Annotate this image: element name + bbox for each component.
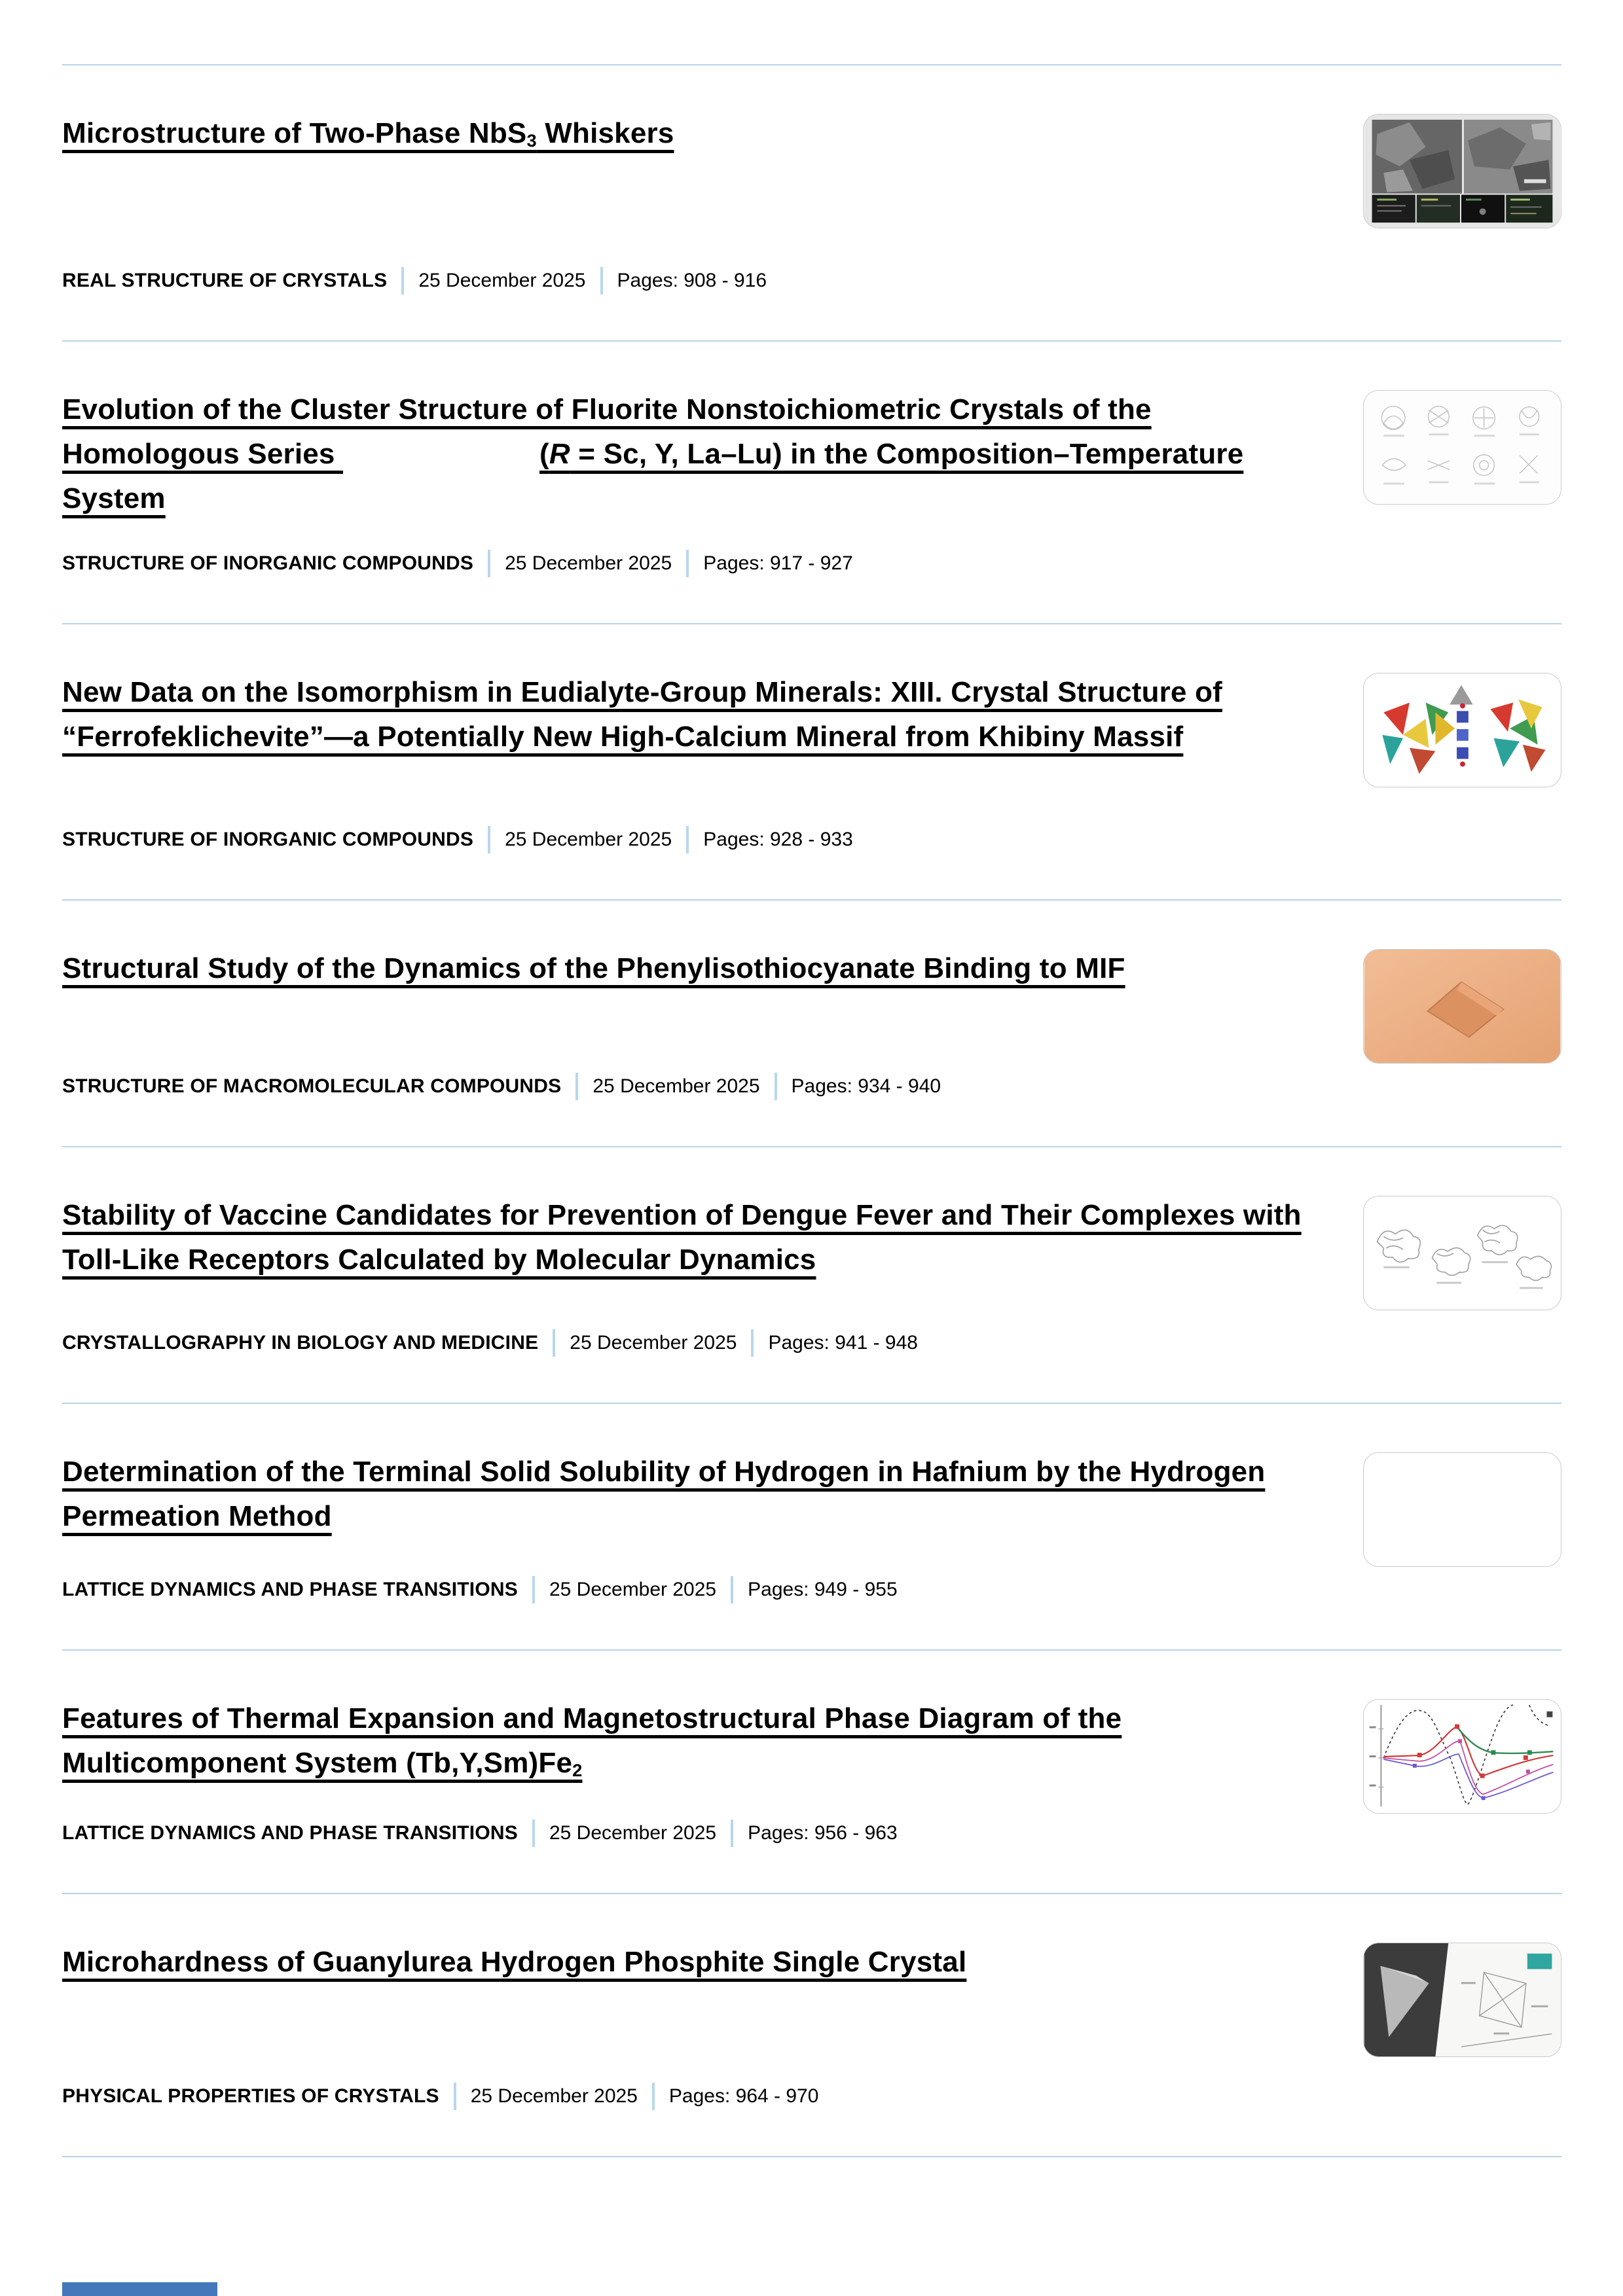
meta-divider-bar [652, 2083, 655, 2110]
article-section: REAL STRUCTURE OF CRYSTALS [62, 270, 388, 291]
article-pages: Pages: 949 - 955 [748, 1579, 898, 1600]
meta-divider-bar [731, 1576, 733, 1604]
article-pages: Pages: 934 - 940 [791, 1075, 941, 1097]
line-plot-image [1364, 1700, 1561, 1813]
article-section: LATTICE DYNAMICS AND PHASE TRANSITIONS [62, 1579, 518, 1600]
meta-divider-bar [488, 826, 490, 853]
blank-placeholder-image [1364, 1453, 1561, 1566]
article-date: 25 December 2025 [549, 1579, 717, 1600]
article-date: 25 December 2025 [505, 552, 672, 574]
article-section: STRUCTURE OF INORGANIC COMPOUNDS [62, 829, 474, 850]
meta-divider-bar [600, 267, 603, 295]
article-row [62, 1651, 1561, 1893]
page-footer-bar [62, 2282, 217, 2296]
meta-divider-bar [686, 826, 689, 853]
article-title [62, 1193, 1306, 1282]
article-title [62, 670, 1306, 759]
article-section: CRYSTALLOGRAPHY IN BIOLOGY AND MEDICINE [62, 1332, 539, 1354]
thumbnail-molecular-structure-sketches[interactable] [1363, 1196, 1561, 1310]
article-pages: Pages: 928 - 933 [703, 829, 853, 850]
article-meta [62, 550, 1306, 577]
article-separator [62, 2156, 1561, 2157]
article-date: 25 December 2025 [549, 1822, 717, 1844]
crystal-structure-image [1364, 673, 1561, 787]
article-date: 25 December 2025 [470, 2085, 638, 2107]
article-title [62, 111, 1306, 159]
article-title [62, 1696, 1306, 1789]
thumbnail-colored-crystal-structure-diagram[interactable] [1363, 673, 1561, 787]
article-title-link[interactable]: Determination of the Terminal Solid Solubility of Hydrogen in Hafnium by the Hydrogen Permeation Method [62, 1456, 1266, 1532]
article-meta [62, 1329, 1306, 1357]
meta-divider-bar [731, 1820, 733, 1847]
article-section: STRUCTURE OF MACROMOLECULAR COMPOUNDS [62, 1075, 562, 1097]
article-meta [62, 1820, 1306, 1847]
article-row [62, 1147, 1561, 1403]
sketch-grid-image [1364, 391, 1561, 504]
article-title-link[interactable]: Microstructure of Two-Phase NbS3 Whiskers [62, 117, 674, 151]
article-meta [62, 1073, 1306, 1100]
article-section: STRUCTURE OF INORGANIC COMPOUNDS [62, 552, 474, 574]
indentation-image [1364, 1943, 1561, 2056]
article-title-link[interactable]: New Data on the Isomorphism in Eudialyte-Group Minerals: XIII. Crystal Structure of “Ferrofeklichevite”—a Potentially New High-Calcium Mineral from Khibiny Massif [62, 676, 1223, 753]
article-row [62, 1894, 1561, 2156]
thumbnail-faint-diffraction-sketch-grid[interactable] [1363, 390, 1561, 505]
thumbnail-thermal-expansion-line-plot[interactable] [1363, 1699, 1561, 1814]
article-date: 25 December 2025 [593, 1075, 760, 1097]
article-section: LATTICE DYNAMICS AND PHASE TRANSITIONS [62, 1822, 518, 1844]
thumbnail-blank-placeholder[interactable] [1363, 1452, 1561, 1567]
article-pages: Pages: 964 - 970 [668, 2085, 819, 2107]
article-row [62, 624, 1561, 899]
article-pages: Pages: 908 - 916 [617, 270, 767, 291]
meta-divider-bar [401, 267, 404, 295]
meta-divider-bar [532, 1576, 535, 1604]
molecular-sketches-image [1364, 1196, 1561, 1310]
meta-divider-bar [575, 1073, 578, 1100]
article-meta [62, 2083, 1306, 2110]
article-title [62, 946, 1306, 991]
article-row [62, 65, 1561, 340]
tem-micrograph-image [1364, 115, 1561, 228]
article-pages: Pages: 917 - 927 [703, 552, 853, 574]
meta-divider-bar [686, 550, 689, 577]
article-title-link[interactable]: Stability of Vaccine Candidates for Prevention of Dengue Fever and Their Complexes with Toll-Like Receptors Calculated by Molecular Dynamics [62, 1199, 1302, 1276]
thumbnail-tem-micrograph-panels[interactable] [1363, 114, 1561, 228]
article-date: 25 December 2025 [505, 829, 672, 850]
article-section: PHYSICAL PROPERTIES OF CRYSTALS [62, 2085, 439, 2107]
article-meta [62, 826, 1306, 853]
article-title-link[interactable]: Structural Study of the Dynamics of the Phenylisothiocyanate Binding to MIF [62, 952, 1125, 984]
orange-crystal-image [1364, 950, 1561, 1063]
article-pages: Pages: 941 - 948 [768, 1332, 918, 1354]
article-title [62, 387, 1306, 521]
thumbnail-indentation-photo-and-crystal-drawing[interactable] [1363, 1943, 1561, 2057]
article-title-link[interactable]: Features of Thermal Expansion and Magnetostructural Phase Diagram of the Multicomponent System (Tb,Y,Sm)Fe2 [62, 1702, 1122, 1780]
article-pages: Pages: 956 - 963 [748, 1822, 898, 1844]
article-date: 25 December 2025 [418, 270, 586, 291]
article-row [62, 1404, 1561, 1649]
article-meta [62, 1576, 1306, 1604]
thumbnail-orange-crystal-photo[interactable] [1363, 949, 1561, 1064]
article-row [62, 901, 1561, 1146]
top-margin [62, 0, 1561, 64]
article-row [62, 342, 1561, 623]
article-date: 25 December 2025 [570, 1332, 737, 1354]
article-title-link[interactable]: Microhardness of Guanylurea Hydrogen Phosphite Single Crystal [62, 1946, 967, 1978]
article-list [62, 0, 1561, 2157]
meta-divider-bar [488, 550, 490, 577]
article-title [62, 1940, 1306, 1984]
article-title [62, 1450, 1306, 1539]
meta-divider-bar [532, 1820, 535, 1847]
meta-divider-bar [454, 2083, 456, 2110]
article-meta [62, 267, 1306, 295]
meta-divider-bar [775, 1073, 777, 1100]
meta-divider-bar [553, 1329, 555, 1357]
article-title-link[interactable]: Evolution of the Cluster Structure of Fluorite Nonstoichiometric Crystals of the Homologous Series (R = Sc, Y, La–Lu) in the Composition–Temperature System [62, 393, 1244, 514]
meta-divider-bar [751, 1329, 754, 1357]
